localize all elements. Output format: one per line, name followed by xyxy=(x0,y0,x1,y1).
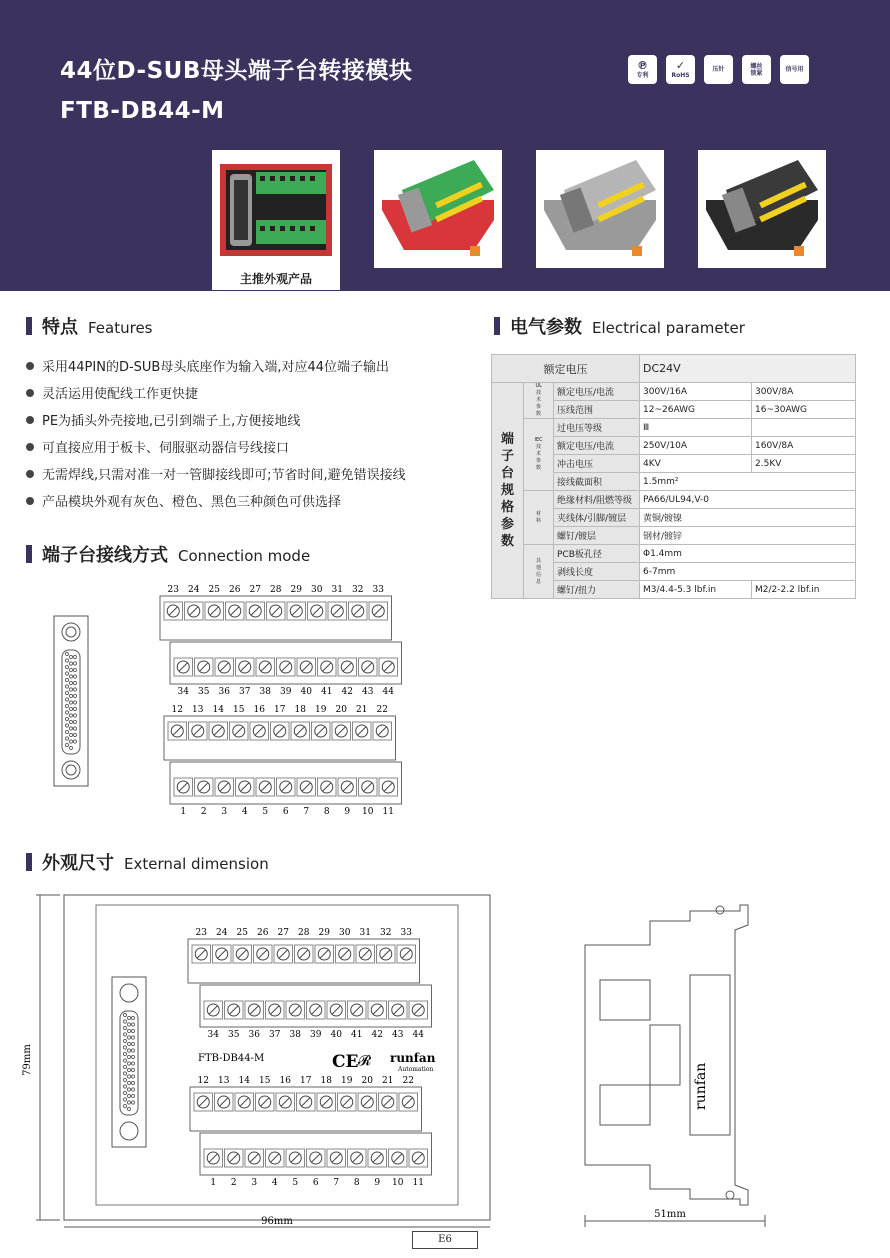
feature-item: 产品模块外观有灰色、橙色、黑色三种颜色可供选择 xyxy=(26,487,406,514)
rated-voltage-label: 额定电压 xyxy=(492,355,640,383)
connection-heading: 端子台接线方式 Connection mode xyxy=(26,541,310,567)
terminal-block-top xyxy=(164,716,396,760)
group-material: 材料 xyxy=(524,491,554,545)
dimension-drawing xyxy=(0,885,890,1230)
product-photo-green xyxy=(212,150,340,268)
terminal-number: 43 xyxy=(392,1030,404,1040)
terminal-number: 20 xyxy=(361,1076,373,1086)
terminal-number: 29 xyxy=(318,928,330,938)
terminal-number: 33 xyxy=(372,585,384,595)
signal-icon: 信号用 xyxy=(780,55,809,84)
terminal-number: 14 xyxy=(212,705,224,715)
terminal-number: 9 xyxy=(374,1178,381,1188)
terminal-number: 21 xyxy=(356,705,368,715)
terminal-number: 11 xyxy=(382,807,394,817)
terminal-number: 12 xyxy=(171,705,183,715)
terminal-number: 42 xyxy=(341,687,353,697)
terminal-number: 21 xyxy=(382,1076,394,1086)
terminal-number: 35 xyxy=(198,687,210,697)
terminal-number: 14 xyxy=(238,1076,250,1086)
terminal-number: 13 xyxy=(218,1076,230,1086)
terminal-number: 2 xyxy=(200,807,207,817)
terminal-number: 32 xyxy=(380,928,392,938)
terminal-number: 26 xyxy=(229,585,241,595)
terminal-block-top xyxy=(190,1087,422,1131)
terminal-number: 26 xyxy=(257,928,269,938)
feature-item: PE为插头外壳接地,已引到端子上,方便接地线 xyxy=(26,406,406,433)
feature-item: 可直接应用于板卡、伺服驱动器信号线接口 xyxy=(26,433,406,460)
terminal-number: 17 xyxy=(274,705,286,715)
product-photo-orange xyxy=(374,150,502,268)
terminal-number: 30 xyxy=(339,928,351,938)
side-view xyxy=(585,905,765,1227)
terminal-number: 32 xyxy=(352,585,364,595)
terminal-number: 20 xyxy=(335,705,347,715)
terminal-number: 33 xyxy=(400,928,412,938)
features-list xyxy=(26,352,406,514)
terminal-number: 1 xyxy=(180,807,187,817)
terminal-number: 7 xyxy=(333,1178,340,1188)
electrical-spec-table: 额定电压 DC24V 端子台规格参数 UL技术参数 额定电压/电流 300V/16A 300V/8A 压线范围 12~26AWG 16~30AWG IEC技术参数 过电压等级 Ⅲ 额定电压/电流 250V/10A 160V/8A 冲击电压 4KV 2.5KV 接线截面积 1.5mm² 材料 绝缘材料/阻燃等级 PA66/UL94,V-0 夹线体/引脚/镀层 黄铜/镀镍 螺钉/镀层 钢材/镀锌 其他信息 PCB板孔径 Φ1.4mm 剥线长度 6-7mm 螺钉/扭力 M3/4.4-5.3 lbf.in M2/2-2.2 lbf.in xyxy=(491,354,856,599)
terminal-number: 29 xyxy=(290,585,302,595)
terminal-number: 43 xyxy=(362,687,374,697)
terminal-number: 1 xyxy=(210,1178,217,1188)
photo-caption: 主推外观产品 xyxy=(212,268,340,290)
electrical-heading: 电气参数 Electrical parameter xyxy=(494,313,745,339)
terminal-number: 34 xyxy=(207,1030,219,1040)
terminal-number: 12 xyxy=(197,1076,209,1086)
terminal-number: 25 xyxy=(236,928,248,938)
header-banner xyxy=(0,0,890,291)
terminal-number: 4 xyxy=(241,807,248,817)
feature-item: 灵活运用使配线工作更快捷 xyxy=(26,379,406,406)
terminal-block-top xyxy=(160,596,392,640)
terminal-number: 37 xyxy=(239,687,251,697)
crimp-icon: 压针 xyxy=(704,55,733,84)
brand-logo: runfan xyxy=(390,1051,436,1065)
terminal-number: 5 xyxy=(262,807,269,817)
width-dimension: 96mm xyxy=(261,1216,293,1227)
product-model: FTB-DB44-M xyxy=(60,98,225,124)
terminal-number: 36 xyxy=(218,687,230,697)
terminal-number: 3 xyxy=(221,807,228,817)
terminal-number: 41 xyxy=(351,1030,363,1040)
product-photo-black xyxy=(698,150,826,268)
dsub-connector xyxy=(54,616,88,786)
terminal-number: 31 xyxy=(331,585,343,595)
depth-dimension: 51mm xyxy=(654,1209,686,1220)
terminal-number: 42 xyxy=(371,1030,383,1040)
terminal-number: 4 xyxy=(271,1178,278,1188)
terminal-number: 18 xyxy=(294,705,306,715)
group-ul: UL技术参数 xyxy=(524,383,554,419)
terminal-number: 19 xyxy=(341,1076,353,1086)
terminal-number: 39 xyxy=(310,1030,322,1040)
heading-bar xyxy=(26,545,32,563)
terminal-number: 28 xyxy=(270,585,282,595)
terminal-number: 5 xyxy=(292,1178,299,1188)
terminal-number: 31 xyxy=(359,928,371,938)
terminal-number: 44 xyxy=(382,687,394,697)
terminal-number: 17 xyxy=(300,1076,312,1086)
terminal-number: 22 xyxy=(376,705,388,715)
terminal-number: 6 xyxy=(282,807,289,817)
group-other: 其他信息 xyxy=(524,545,554,599)
terminal-number: 22 xyxy=(402,1076,414,1086)
terminal-number: 3 xyxy=(251,1178,258,1188)
page-number: E6 xyxy=(412,1231,478,1249)
board-model-label: FTB-DB44-M xyxy=(198,1053,265,1064)
terminal-number: 28 xyxy=(298,928,310,938)
terminal-number: 6 xyxy=(312,1178,319,1188)
height-dimension: 79mm xyxy=(22,1044,33,1076)
terminal-number: 44 xyxy=(412,1030,424,1040)
ul-mark: 𝓡 xyxy=(358,1053,372,1069)
group-iec: IEC技术参数 xyxy=(524,419,554,491)
feature-item: 采用44PIN的D-SUB母头底座作为输入端,对应44位端子输出 xyxy=(26,352,406,379)
rohs-icon: ✓ RoHS xyxy=(666,55,695,84)
terminal-number: 18 xyxy=(320,1076,332,1086)
terminal-number: 19 xyxy=(315,705,327,715)
terminal-number: 37 xyxy=(269,1030,281,1040)
brand-sub: Automation xyxy=(398,1066,434,1073)
product-photo-gray xyxy=(536,150,664,268)
terminal-number: 41 xyxy=(321,687,333,697)
terminal-number: 34 xyxy=(177,687,189,697)
terminal-number: 9 xyxy=(344,807,351,817)
rated-voltage-value: DC24V xyxy=(640,355,856,383)
terminal-block-top xyxy=(188,939,420,983)
terminal-number: 10 xyxy=(362,807,374,817)
connection-diagram xyxy=(0,580,890,820)
terminal-number: 27 xyxy=(277,928,289,938)
terminal-number: 38 xyxy=(259,687,271,697)
terminal-number: 24 xyxy=(216,928,228,938)
terminal-number: 23 xyxy=(195,928,207,938)
product-title: 44位D-SUB母头端子台转接模块 xyxy=(60,58,413,84)
feature-item: 无需焊线,只需对准一对一管脚接线即可;节省时间,避免错误接线 xyxy=(26,460,406,487)
terminal-number: 39 xyxy=(280,687,292,697)
terminal-number: 25 xyxy=(208,585,220,595)
terminal-number: 35 xyxy=(228,1030,240,1040)
product-photos xyxy=(212,150,826,268)
brand-side-logo: runfan xyxy=(693,1062,709,1110)
terminal-number: 8 xyxy=(323,807,330,817)
dimension-heading: 外观尺寸 External dimension xyxy=(26,849,269,875)
terminal-number: 16 xyxy=(253,705,265,715)
heading-bar xyxy=(26,317,32,335)
certification-badges xyxy=(628,55,809,84)
terminal-number: 40 xyxy=(300,687,312,697)
screw-icon: 螺丝锁紧 xyxy=(742,55,771,84)
terminal-number: 13 xyxy=(192,705,204,715)
terminal-number: 10 xyxy=(392,1178,404,1188)
terminal-number: 15 xyxy=(259,1076,271,1086)
terminal-number: 40 xyxy=(330,1030,342,1040)
patent-icon: ℗ 专利 xyxy=(628,55,657,84)
features-heading: 特点 Features xyxy=(26,313,153,339)
terminal-number: 8 xyxy=(353,1178,360,1188)
terminal-number: 16 xyxy=(279,1076,291,1086)
terminal-number: 36 xyxy=(248,1030,260,1040)
terminal-number: 23 xyxy=(167,585,179,595)
terminal-number: 11 xyxy=(412,1178,424,1188)
terminal-number: 15 xyxy=(233,705,245,715)
terminal-number: 24 xyxy=(188,585,200,595)
ce-mark: CE xyxy=(332,1052,359,1072)
terminal-number: 38 xyxy=(289,1030,301,1040)
terminal-number: 2 xyxy=(230,1178,237,1188)
terminal-number: 7 xyxy=(303,807,310,817)
heading-bar xyxy=(26,853,32,871)
heading-bar xyxy=(494,317,500,335)
terminal-number: 27 xyxy=(249,585,261,595)
spec-side-label: 端子台规格参数 xyxy=(492,383,524,599)
terminal-number: 30 xyxy=(311,585,323,595)
